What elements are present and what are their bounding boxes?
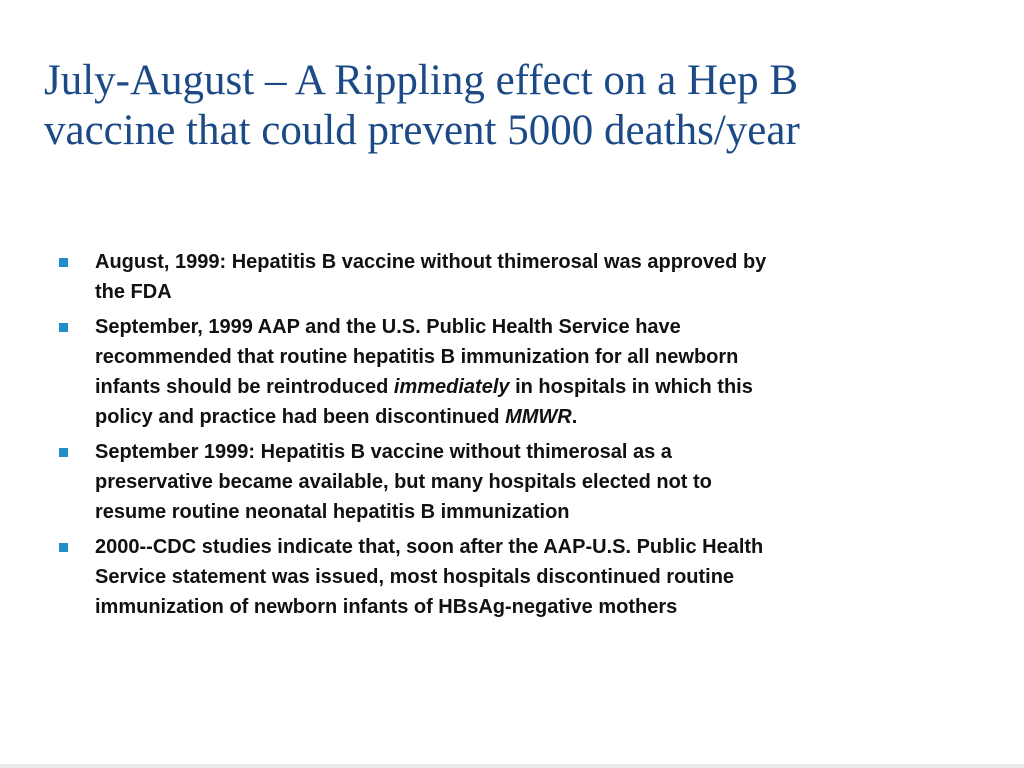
bullet-line: September, 1999 AAP and the U.S. Public Health Service have — [95, 316, 681, 338]
slide-title-line-2: vaccine that could prevent 5000 deaths/year — [44, 107, 800, 154]
bullet-list — [56, 247, 976, 627]
bullet-item-vaccine-available — [56, 437, 976, 527]
slide-title-line-1: July-August – A Rippling effect on a Hep B — [44, 57, 799, 104]
emphasis-mmwr: MMWR — [505, 406, 572, 428]
bullet-text — [95, 312, 976, 432]
square-bullet-icon — [59, 543, 68, 552]
bullet-text — [95, 437, 976, 527]
bullet-item-cdc-studies — [56, 532, 976, 622]
bullet-line-text: infants should be reintroduced — [95, 376, 394, 398]
bullet-line: resume routine neonatal hepatitis B immunization — [95, 501, 570, 523]
square-bullet-icon — [59, 258, 68, 267]
bullet-line: preservative became available, but many hospitals elected not to — [95, 471, 712, 493]
bullet-line: 2000--CDC studies indicate that, soon after the AAP-U.S. Public Health — [95, 536, 764, 558]
emphasis-immediately: immediately — [393, 376, 510, 398]
bullet-line: Service statement was issued, most hospitals discontinued routine — [95, 566, 735, 588]
bottom-divider — [0, 764, 1024, 768]
bullet-text — [95, 247, 976, 307]
bullet-line: September 1999: Hepatitis B vaccine without thimerosal as a — [95, 441, 672, 463]
bullet-line: immunization of newborn infants of HBsAg-negative mothers — [95, 596, 678, 618]
bullet-text — [95, 532, 976, 622]
bullet-item-fda-approval — [56, 247, 976, 307]
bullet-line — [95, 402, 976, 432]
bullet-line: August, 1999: Hepatitis B vaccine without thimerosal was approved by — [95, 251, 767, 273]
bullet-line-text: . — [571, 406, 578, 428]
bullet-line: the FDA — [95, 281, 172, 303]
bullet-line-text: in hospitals in which this — [509, 376, 753, 398]
bullet-line — [95, 372, 976, 402]
bullet-line-text: policy and practice had been discontinued — [95, 406, 506, 428]
bullet-line: recommended that routine hepatitis B immunization for all newborn — [95, 346, 739, 368]
bullet-item-aap-recommendation — [56, 312, 976, 432]
square-bullet-icon — [59, 448, 68, 457]
slide-title — [44, 56, 1004, 156]
square-bullet-icon — [59, 323, 68, 332]
